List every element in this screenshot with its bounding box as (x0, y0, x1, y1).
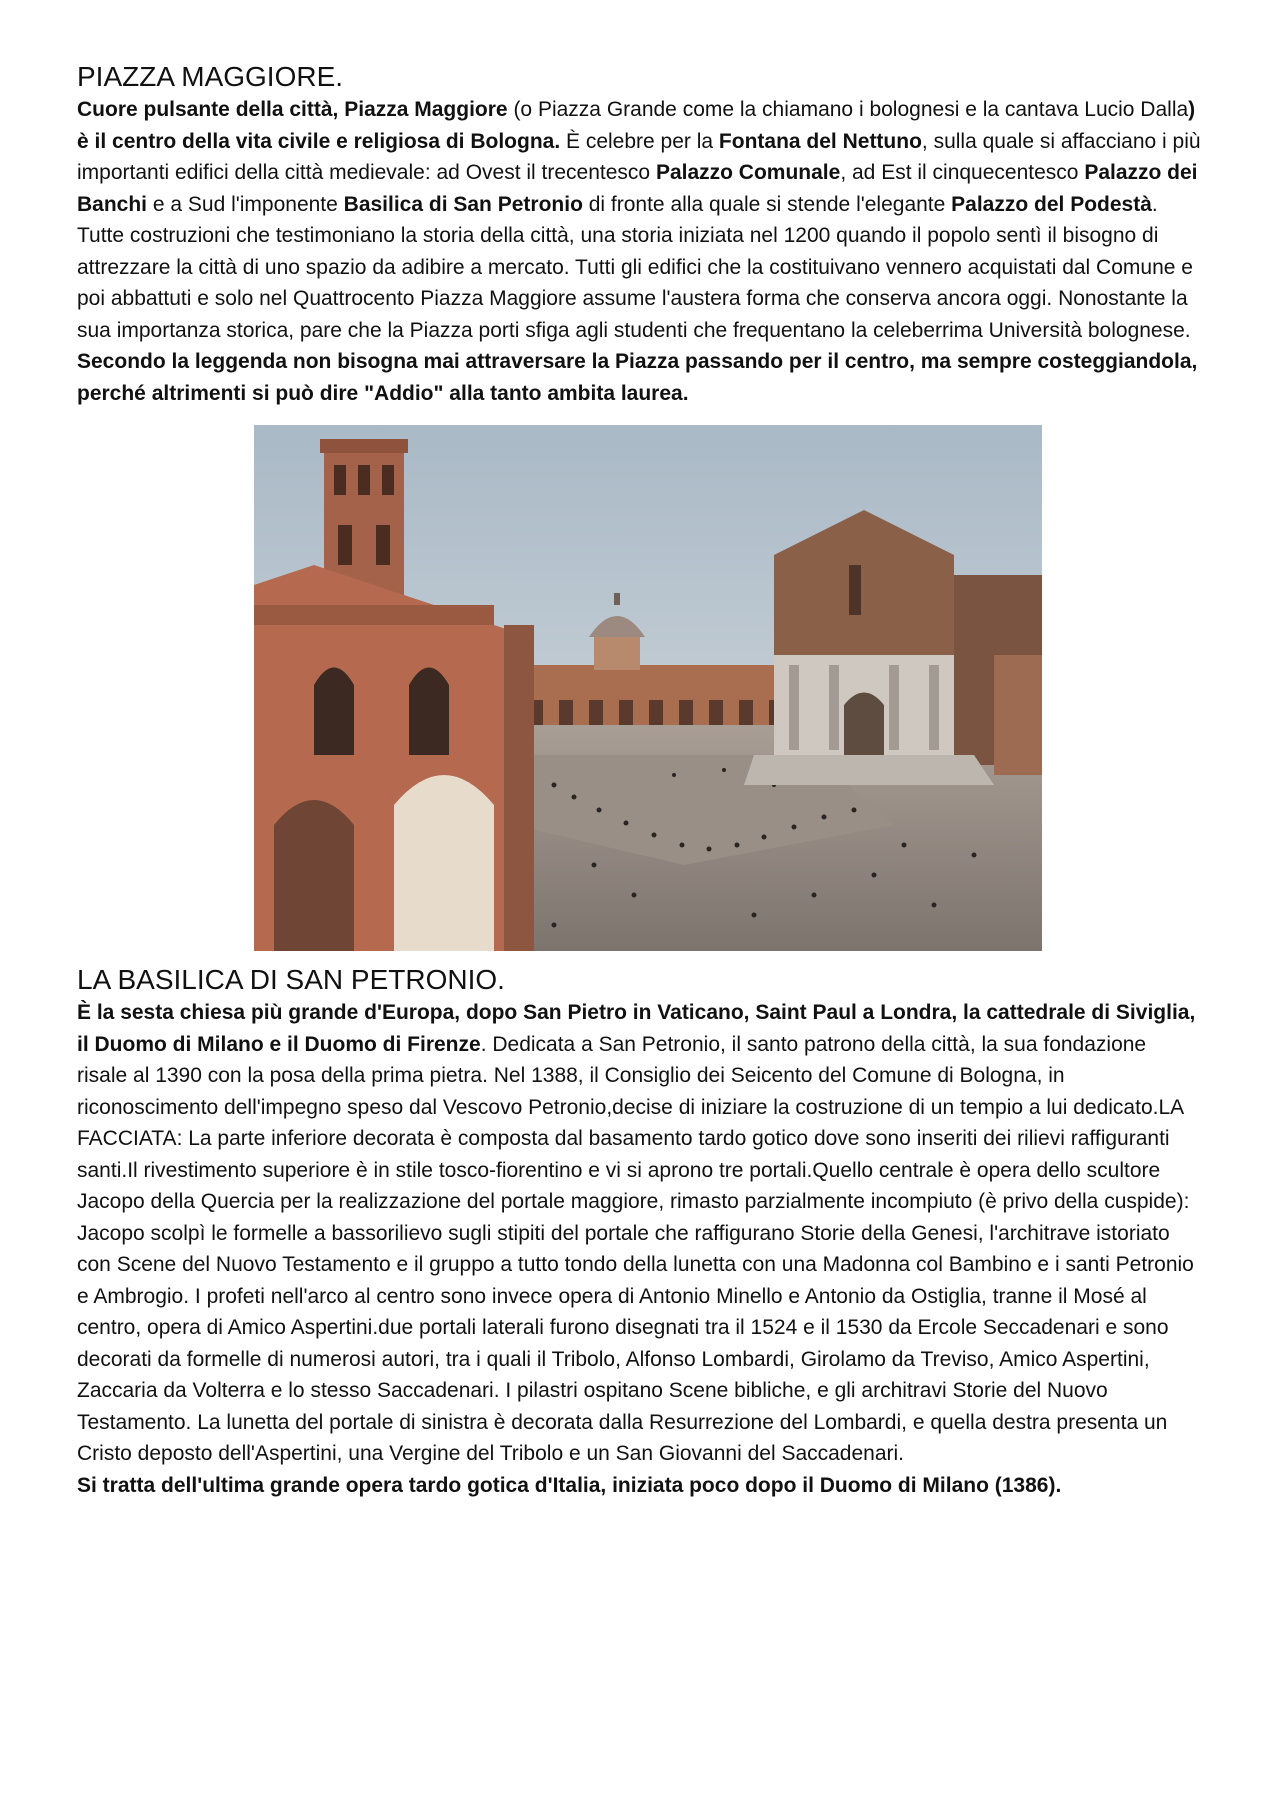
text-segment: ) è il centro della vita civile e religiosa di Bologna. (77, 98, 1196, 153)
text-segment: Cuore pulsante della città, Piazza Maggiore (77, 98, 508, 121)
text-segment: Palazzo Comunale (655, 161, 841, 184)
text-segment: Fontana del Nettuno (718, 129, 922, 153)
text-segment: (o Piazza Grande come la chiamano i bolognesi e la cantava Lucio Dalla (507, 98, 1189, 121)
text-segment: , sulla quale si affacciano i più importanti edifici della città medievale: ad Ovest il trecentesco (77, 129, 1201, 184)
basilica-paragraph (77, 997, 1202, 1470)
closing-paragraph (77, 1470, 1202, 1502)
text-segment: È celebre per la (560, 129, 719, 153)
text-segment: Basilica di San Petronio (343, 192, 583, 216)
closing-text: Si tratta dell'ultima grande opera tardo gotica d'Italia, iniziata poco dopo il Duomo di Milano (1386). (77, 1473, 1062, 1497)
text-segment: È la sesta chiesa più grande d'Europa, dopo San Pietro in Vaticano, Saint Paul a Londra, la cattedrale di Siviglia, il Duomo di Milano e il Duomo di Firenze (77, 1001, 1196, 1056)
text-segment: Palazzo dei Banchi (77, 161, 1198, 216)
piazza-maggiore-photo (254, 425, 1042, 951)
text-segment: Secondo la leggenda non bisogna mai attraversare la Piazza passando per il centro, ma sempre costeggiandola, perché altrimenti si può dire "Addio" alla tanto ambita laurea. (77, 350, 1198, 405)
text-segment: . Dedicata a San Petronio, il santo patrono della città, la sua fondazione risale al 1390 con la posa della prima pietra. Nel 1388, il Consiglio dei Seicento del Comune di Bologna, in riconoscimento dell'impegno speso dal Vescovo Petronio,decise di iniziare la costruzione di un tempio a lui dedicato.LA FACCIATA: La parte inferiore decorata è composta dal basamento tardo gotico dove sono inseriti dei rilievi raffiguranti santi.Il rivestimento superiore è in stile tosco-fiorentino e vi si aprono tre portali.Quello centrale è opera dello scultore Jacopo della Quercia per la realizzazione del portale maggiore, rimasto parzialmente incompiuto (è privo della cuspide): Jacopo scolpì le formelle a bassorilievo sugli stipiti del portale che raffigurano Storie della Genesi, l'architrave istoriato con Scene del Nuovo Testamento e il gruppo a tutto tondo della lunetta con una Madonna col Bambino e i santi Petronio e Ambrogio. I profeti nell'arco al centro sono invece opera di Antonio Minello e Antonio da Ostiglia, tranne il Mosé al centro, opera di Amico Aspertini.due portali laterali furono disegnati tra il 1524 e il 1530 da Ercole Seccadenari e sono decorati da formelle di numerosi autori, tra i quali il Tribolo, Alfonso Lombardi, Girolamo da Treviso, Amico Aspertini, Zaccaria da Volterra e lo stesso Saccadenari. I pilastri ospitano Scene bibliche, e gli architravi Storie del Nuovo Testamento. La lunetta del portale di sinistra è decorata dalla Resurrezione del Lombardi, e quella destra presenta un Cristo deposto dell'Aspertini, una Vergine del Tribolo e un San Giovanni del Saccadenari. (77, 1032, 1194, 1465)
document-content (77, 60, 1202, 1501)
text-segment: , ad Est il cinquecentesco (840, 161, 1085, 184)
section-title-basilica: LA BASILICA DI SAN PETRONIO. (77, 964, 505, 995)
text-segment: di fronte alla quale si stende l'elegante (582, 192, 952, 216)
text-segment: . Tutte costruzioni che testimoniano la storia della città, una storia iniziata nel 1200 quando il popolo sentì il bisogno di attrezzare la città di uno spazio da adibire a mercato. Tutti gli edifici che la costituivano vennero acquistati dal Comune e poi abbattuti e solo nel Quattrocento Piazza Maggiore assume l'austera forma che conserva ancora oggi. Nonostante la sua importanza storica, pare che la Piazza porti sfiga agli studenti che frequentano la celeberrima Università bolognese. (77, 192, 1193, 342)
section-basilica (77, 963, 1202, 1501)
piazza-paragraph (77, 94, 1202, 409)
text-segment: e a Sud l'imponente (147, 192, 344, 216)
text-segment: Palazzo del Podestà (951, 192, 1152, 216)
section-title-piazza-maggiore: PIAZZA MAGGIORE. (77, 61, 344, 92)
piazza-photo-illustration (254, 425, 1042, 951)
